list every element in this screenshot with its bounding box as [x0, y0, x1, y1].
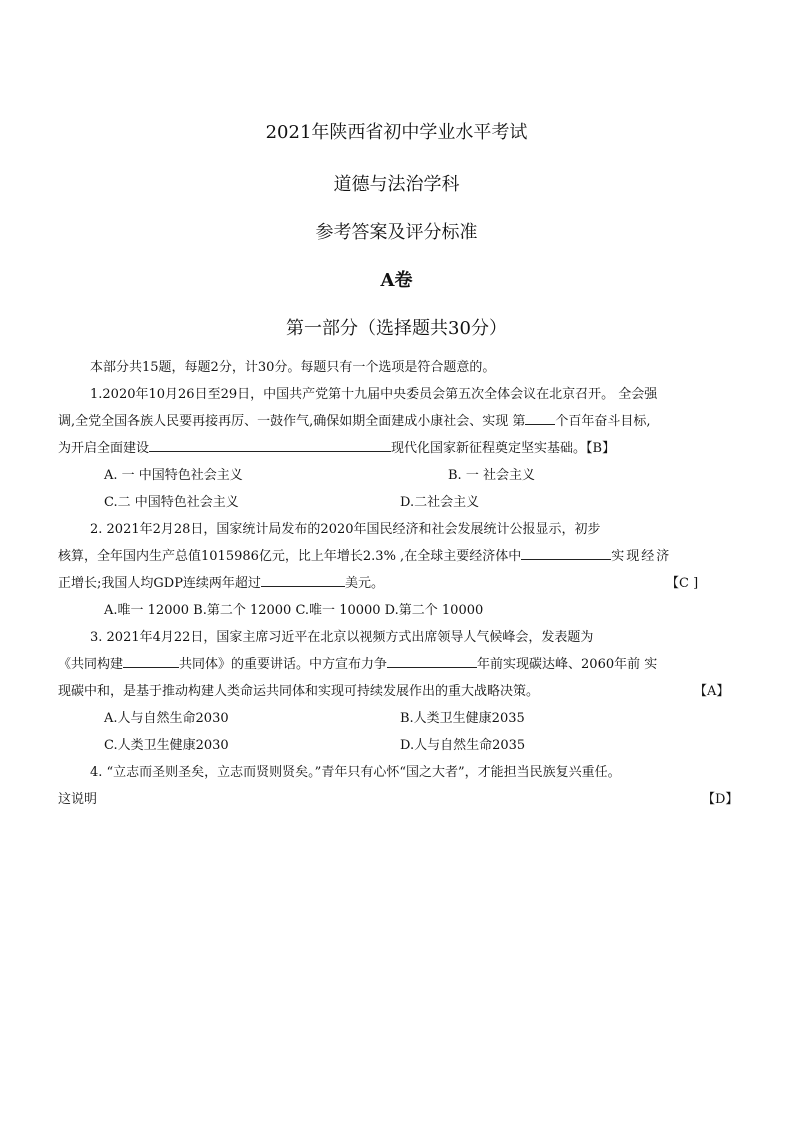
q3-line-2-text-b: 共同体》的重要讲话。中方宣布力争	[179, 657, 388, 672]
q2-line-3	[58, 570, 384, 597]
q2-line-3-text-b: 美元。	[344, 576, 384, 591]
q4-line-2: 这说明	[58, 792, 98, 807]
q1-line-3	[58, 435, 615, 462]
q1-line-3-text-b: 现代化国家新征程奠定坚实基础。【B】	[391, 441, 616, 456]
q1-line-2-text-a: 调,全党全国各族人民要再接再厉、一鼓作气,确保如期全面建成小康社会、实现 第	[58, 414, 526, 429]
section-title: 第一部分（选择题共30分）	[286, 318, 507, 339]
q2-line-2-text-b: 实现经济	[611, 549, 672, 564]
volume-label: A卷	[380, 270, 413, 291]
q2-blank-2	[261, 572, 345, 587]
q1-line-3-text-a: 为开启全面建设	[58, 441, 150, 456]
q1-option-d: D.二社会主义	[400, 495, 480, 510]
exam-title: 2021年陕西省初中学业水平考试	[265, 122, 528, 143]
q3-line-3: 现碳中和，是基于推动构建人类命运共同体和实现可持续发展作出的重大战略决策。	[58, 684, 540, 699]
q3-line-2-text-a: 《共同构建	[58, 657, 124, 672]
q3-option-c: C.人类卫生健康2030	[104, 738, 229, 753]
q1-line-1: 1.2020年10月26日至29日，中国共产党第十九届中央委员会第五次全体会议在北京召开。 全会强	[90, 387, 658, 402]
q4-line-1: 4. “立志而圣则圣矣，立志而贤则贤矣。”青年只有心怀“国之大者”，才能担当民族复兴重任。	[90, 765, 621, 780]
q1-line-2	[58, 408, 651, 435]
q2-line-3-text-a: 正增长;我国人均GDP连续两年超过	[58, 576, 261, 591]
q1-option-a: A. 一 中国特色社会主义	[104, 468, 243, 483]
q2-line-1: 2. 2021年2月28日，国家统计局发布的2020年国民经济和社会发展统计公报显示，初步	[90, 522, 601, 537]
q1-option-b: B. 一 社会主义	[448, 468, 535, 483]
q3-option-d: D.人与自然生命2035	[400, 738, 526, 753]
q3-blank-1	[123, 653, 179, 668]
q2-blank-1	[521, 545, 611, 560]
q3-blank-2	[387, 653, 477, 668]
q4-answer: 【D】	[702, 792, 739, 807]
q2-options: A.唯一 12000 B.第二个 12000 C.唯一 10000 D.第二个 10000	[104, 603, 484, 618]
q3-option-b: B.人类卫生健康2035	[400, 711, 525, 726]
subject-title: 道德与法治学科	[333, 174, 460, 195]
q3-answer: 【A】	[694, 684, 730, 699]
q2-answer: 【C ]	[666, 576, 699, 591]
q3-line-2	[58, 651, 657, 678]
q3-option-a: A.人与自然生命2030	[104, 711, 229, 726]
q1-option-c: C.二 中国特色社会主义	[104, 495, 239, 510]
q3-line-1: 3. 2021年4月22日，国家主席习近平在北京以视频方式出席领导人气候峰会，发表题为	[90, 630, 594, 645]
q2-line-2	[58, 543, 671, 570]
subtitle: 参考答案及评分标准	[315, 222, 478, 243]
section-intro: 本部分共15题，每题2分，计30分。每题只有一个选项是符合题意的。	[90, 360, 496, 375]
q3-line-2-text-c: 年前实现碳达峰、2060年前 实	[477, 657, 658, 672]
q1-blank-1	[525, 410, 555, 425]
q1-line-2-text-b: 个百年奋斗目标,	[555, 414, 651, 429]
q2-line-2-text-a: 核算，全年国内生产总值1015986亿元，比上年增长2.3% ,在全球主要经济体中	[58, 549, 522, 564]
q1-blank-2	[149, 437, 391, 452]
